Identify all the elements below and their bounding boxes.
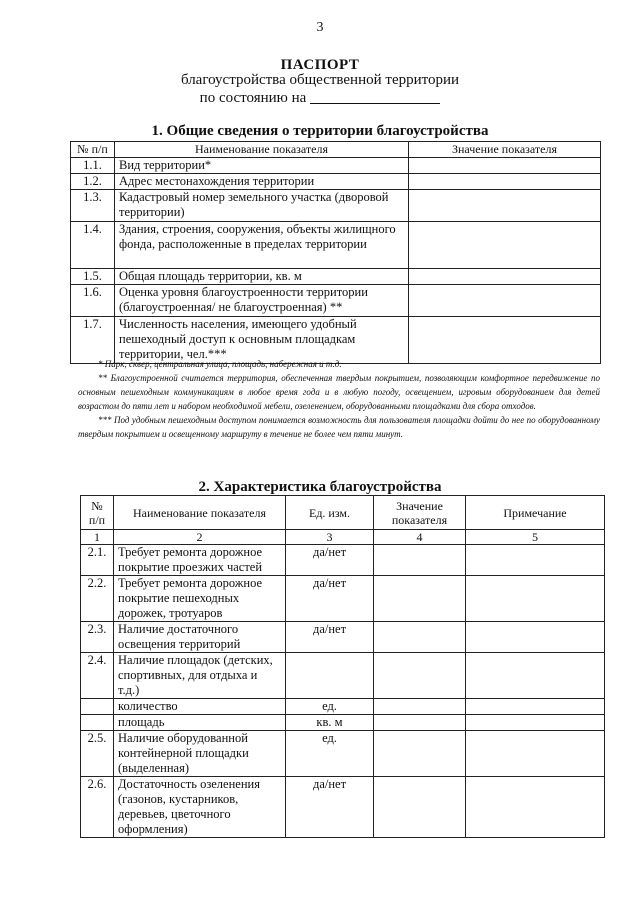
column-header: Наименование показателя (115, 142, 409, 158)
column-header: Значение показателя (374, 496, 466, 530)
row-name: площадь (114, 715, 286, 731)
page-number: 3 (316, 20, 324, 35)
row-value[interactable] (409, 222, 601, 269)
row-name: Наличие площадок (детских, спортивных, для отдыха и т.д.) (114, 653, 286, 699)
table-row (71, 190, 601, 222)
row-value[interactable] (409, 190, 601, 222)
row-unit: да/нет (286, 777, 374, 838)
table-row (71, 285, 601, 317)
row-number (81, 715, 114, 731)
row-value-cell[interactable] (374, 622, 466, 653)
footnote: *** Под удобным пешеходным доступом понимается возможность для пользователя площадки дойти до нее по оборудованному твердым покрытием и освещенному маршруту в течение не более чем пяти минут. (78, 415, 600, 439)
column-header: № п/п (81, 496, 114, 530)
row-name: Достаточность озеленения (газонов, кустарников, деревьев, цветочного оформления) (114, 777, 286, 838)
row-unit: ед. (286, 699, 374, 715)
row-value[interactable] (409, 269, 601, 285)
row-number: 2.5. (81, 731, 114, 777)
table-row (71, 269, 601, 285)
row-value[interactable] (409, 158, 601, 174)
row-number (81, 699, 114, 715)
table-row (81, 699, 605, 715)
row-value-cell[interactable] (374, 576, 466, 622)
row-value-cell[interactable] (374, 699, 466, 715)
row-name: Адрес местонахождения территории (115, 174, 409, 190)
row-number: 1.3. (71, 190, 115, 222)
table-row (81, 576, 605, 622)
row-note-cell[interactable] (466, 545, 605, 576)
row-value[interactable] (409, 285, 601, 317)
row-number: 1.6. (71, 285, 115, 317)
table-header-row (71, 142, 601, 158)
column-number: 3 (286, 530, 374, 545)
row-unit: да/нет (286, 622, 374, 653)
column-header: № п/п (71, 142, 115, 158)
row-number: 1.5. (71, 269, 115, 285)
row-value[interactable] (409, 174, 601, 190)
row-number: 2.4. (81, 653, 114, 699)
footnote: * Парк, сквер, центральная улица, площадь, набережная и т.д. (98, 359, 342, 369)
row-name: Численность населения, имеющего удобный пешеходный доступ к основным площадкам территории, чел.*** (115, 317, 409, 364)
row-note-cell[interactable] (466, 777, 605, 838)
section1-title: 1. Общие сведения о территории благоустройства (151, 123, 489, 139)
row-unit (286, 653, 374, 699)
table-row (81, 653, 605, 699)
row-number: 1.4. (71, 222, 115, 269)
column-header: Примечание (466, 496, 605, 530)
footnotes (78, 357, 600, 441)
row-note-cell[interactable] (466, 622, 605, 653)
section2-title: 2. Характеристика благоустройства (198, 479, 442, 495)
row-number: 1.2. (71, 174, 115, 190)
row-value-cell[interactable] (374, 777, 466, 838)
document-subtitle: благоустройства общественной территории (180, 72, 460, 88)
column-header: Ед. изм. (286, 496, 374, 530)
row-value-cell[interactable] (374, 545, 466, 576)
characteristics-table (80, 495, 605, 838)
row-note-cell[interactable] (466, 731, 605, 777)
row-unit: да/нет (286, 545, 374, 576)
row-number: 1.1. (71, 158, 115, 174)
row-name: Требует ремонта дорожное покрытие пешеходных дорожек, тротуаров (114, 576, 286, 622)
table-row (81, 715, 605, 731)
row-unit: кв. м (286, 715, 374, 731)
row-unit: да/нет (286, 576, 374, 622)
row-name: Требует ремонта дорожное покрытие проезжих частей (114, 545, 286, 576)
column-number: 1 (81, 530, 114, 545)
state-date-blank[interactable] (310, 89, 440, 104)
row-name: Вид территории* (115, 158, 409, 174)
column-header: Наименование показателя (114, 496, 286, 530)
row-note-cell[interactable] (466, 699, 605, 715)
table-header-row (81, 496, 605, 530)
row-value-cell[interactable] (374, 731, 466, 777)
column-number: 4 (374, 530, 466, 545)
table-row (81, 622, 605, 653)
row-name: Наличие достаточного освещения территорий (114, 622, 286, 653)
table-row (81, 545, 605, 576)
row-name: Наличие оборудованной контейнерной площадки (выделенная) (114, 731, 286, 777)
state-date-label: по состоянию на (199, 90, 307, 106)
table-row (71, 158, 601, 174)
row-note-cell[interactable] (466, 653, 605, 699)
row-number: 2.2. (81, 576, 114, 622)
column-header: Значение показателя (409, 142, 601, 158)
row-name: Оценка уровня благоустроенности территории (благоустроенная/ не благоустроенная) ** (115, 285, 409, 317)
row-name: Здания, строения, сооружения, объекты жилищного фонда, расположенные в пределах территории (115, 222, 409, 269)
row-number: 2.3. (81, 622, 114, 653)
row-name: Кадастровый номер земельного участка (дворовой территории) (115, 190, 409, 222)
general-info-table (70, 141, 601, 364)
document-title: ПАСПОРТ (280, 57, 360, 73)
table-row (71, 174, 601, 190)
row-number: 2.1. (81, 545, 114, 576)
row-number: 2.6. (81, 777, 114, 838)
row-number: 1.7. (71, 317, 115, 364)
column-number-row (81, 530, 605, 545)
row-value-cell[interactable] (374, 653, 466, 699)
table-row (81, 731, 605, 777)
row-note-cell[interactable] (466, 715, 605, 731)
row-note-cell[interactable] (466, 576, 605, 622)
row-name: количество (114, 699, 286, 715)
footnote: ** Благоустроенной считается территория, обеспеченная твердым покрытием, позволяющим комфортное передвижение по основным пешеходным коммуникациям в любое время года и в любую погоду, освещением, игровым оборудованием для детей возрастом до пяти лет и набором необходимой мебели, озеленением, оборудованными площадками для сбора отходов. (78, 373, 600, 411)
state-date-line (0, 89, 640, 107)
column-number: 2 (114, 530, 286, 545)
table-row (71, 222, 601, 269)
row-unit: ед. (286, 731, 374, 777)
row-name: Общая площадь территории, кв. м (115, 269, 409, 285)
row-value-cell[interactable] (374, 715, 466, 731)
table-row (81, 777, 605, 838)
column-number: 5 (466, 530, 605, 545)
